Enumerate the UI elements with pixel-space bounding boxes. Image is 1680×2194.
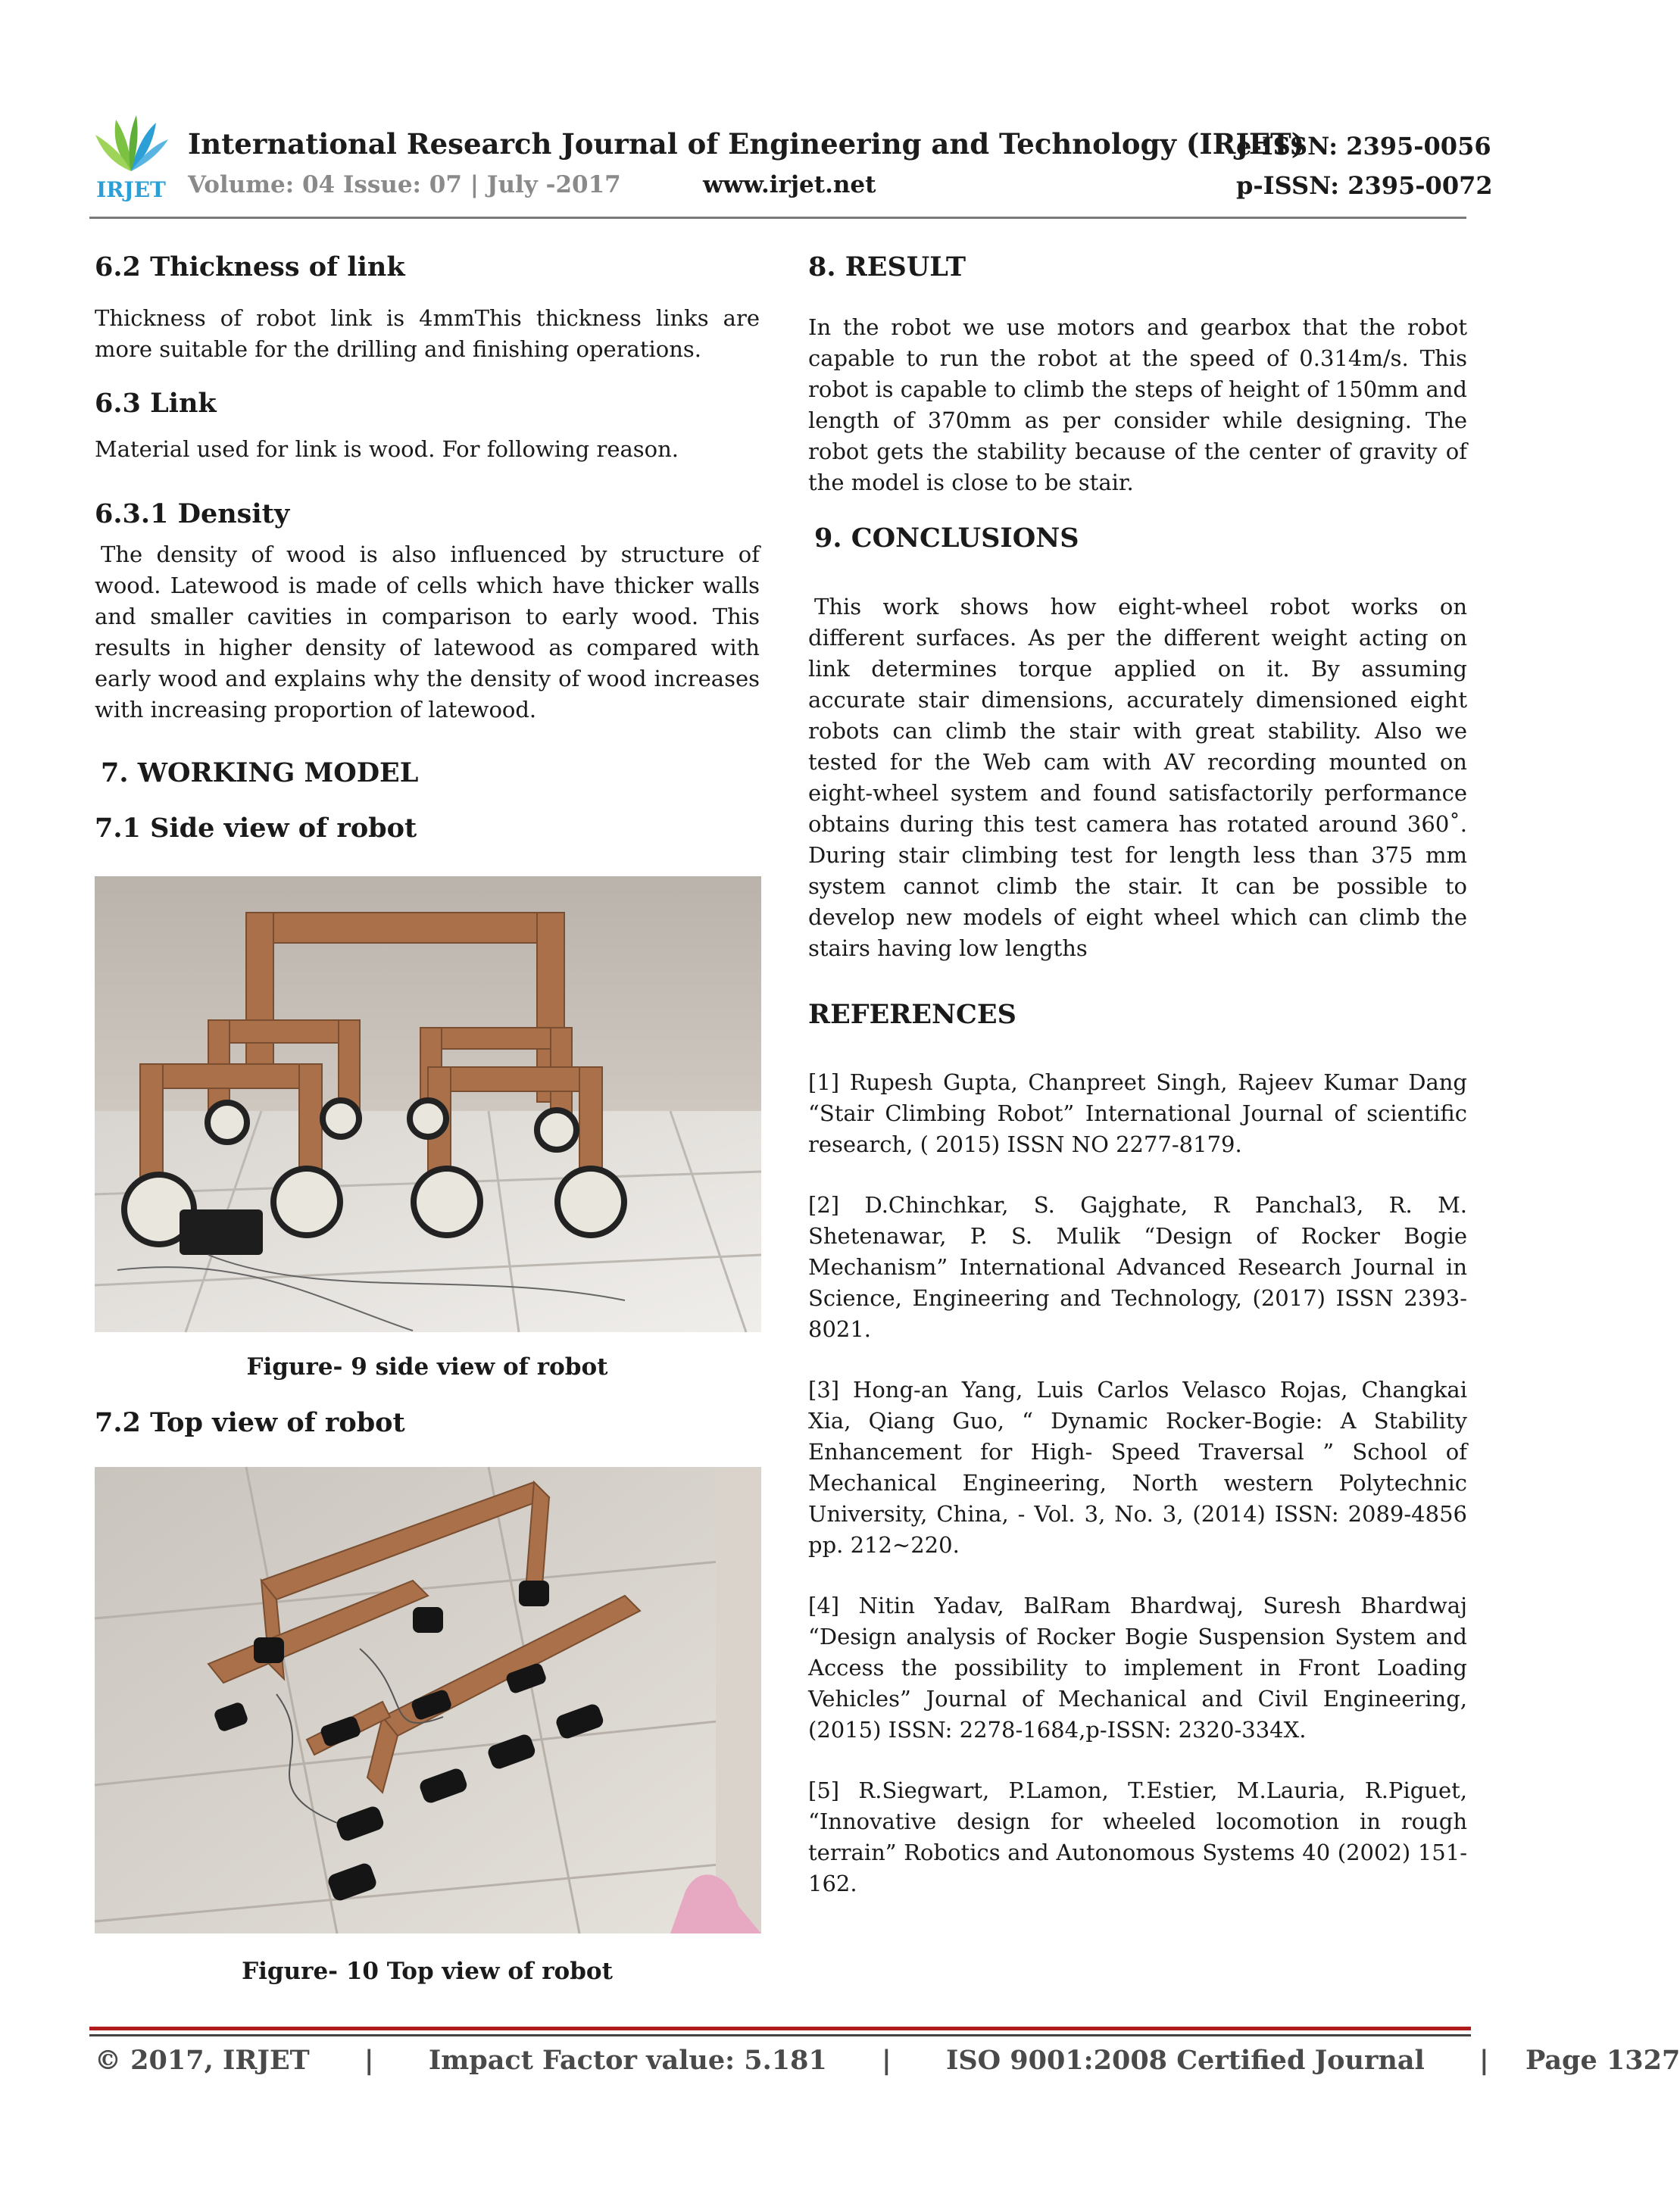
section-7-2-heading: 7.2 Top view of robot [95,1406,405,1438]
section-6-3-1-heading: 6.3.1 Density [95,498,290,529]
section-7-1-heading: 7.1 Side view of robot [95,813,417,844]
section-8-heading: 8. RESULT [808,251,966,282]
footer-divider [89,2034,1471,2036]
section-8-text: In the robot we use motors and gearbox that the robot capable to run the robot at the speed of 0.314m/s. This robot is capable to climb the steps of height of 150mm and length of 370mm as per consider while designing. The robot gets the stability because of the center of gravity of the model is close to be stair. [808,314,1467,495]
references-heading: REFERENCES [808,999,1016,1030]
footer-divider-red [89,2027,1471,2030]
section-6-3-text: Material used for link is wood. For following reason. [95,436,679,462]
reference-item: [4] Nitin Yadav, BalRam Bhardwaj, Suresh Bhardwaj “Design analysis of Rocker Bogie Suspension System and Access the possibility to implement in Front Loading Vehicles” Journal of Mechanical and Civil Engineering, (2015) ISSN: 2278-1684,p-ISSN: 2320-334X. [808,1592,1467,1743]
right-column [808,250,1467,1929]
header-divider [89,217,1466,219]
reference-item: [3] Hong-an Yang, Luis Carlos Velasco Rojas, Changkai Xia, Qiang Guo, “ Dynamic Rocker-Bogie: A Stability Enhancement for High- Speed Traversal ” School of Mechanical Engineering, North western Polytechnic University, China, - Vol. 3, No. 3, (2014) ISSN: 2089-4856 pp. 212~220. [808,1376,1467,1558]
e-issn: e-ISSN: 2395-0056 [1236,132,1491,161]
journal-website-link[interactable]: www.irjet.net [703,171,876,198]
references-list [808,1067,1467,1899]
section-6-3-1-text: The density of wood is also influenced by structure of wood. Latewood is made of cells which have thicker walls and smaller cavities in comparison to early wood. This results in higher density of latewood as compared with early wood and explains why the density of wood increases with increasing proportion of latewood. [95,541,760,722]
figure-9-caption: Figure- 9 side view of robot [246,1353,608,1381]
journal-title: International Research Journal of Engineering and Technology (IRJET) [188,127,1305,161]
reference-item: [5] R.Siegwart, P.Lamon, T.Estier, M.Lauria, R.Piguet, “Innovative design for wheeled locomotion in rough terrain” Robotics and Autonomous Systems 40 (2002) 151-162. [808,1777,1467,1896]
volume-issue: Volume: 04 Issue: 07 | July -2017 [188,171,621,198]
logo-text: IRJET [96,177,166,202]
footer-iso: ISO 9001:2008 Certified Journal [945,2045,1425,2076]
section-9-heading: 9. CONCLUSIONS [814,522,1079,554]
section-7-heading: 7. WORKING MODEL [101,757,419,788]
page-footer [95,2045,1680,2076]
footer-separator: | [1479,2045,1489,2076]
figure-10-top-view-photo [95,1467,761,1933]
footer-page-number: Page 1327 [1525,2045,1680,2076]
figure-10-caption: Figure- 10 Top view of robot [242,1958,613,1985]
footer-separator: | [364,2045,374,2076]
section-6-2-heading: 6.2 Thickness of link [95,251,405,282]
figure-9-side-view-photo [95,876,761,1332]
section-6-2-text: Thickness of robot link is 4mmThis thickness links are more suitable for the drilling and finishing operations. [95,304,760,362]
footer-impact-factor: Impact Factor value: 5.181 [428,2045,827,2076]
reference-item: [2] D.Chinchkar, S. Gajghate, R Panchal3, R. M. Shetenawar, P. S. Mulik “Design of Rocker Bogie Mechanism” International Advanced Research Journal in Science, Engineering and Technology, (2017) ISSN 2393-8021. [808,1191,1467,1342]
reference-item: [1] Rupesh Gupta, Chanpreet Singh, Rajeev Kumar Dang “Stair Climbing Robot” International Journal of scientific research, ( 2015) ISSN NO 2277-8179. [808,1069,1467,1157]
section-6-3-heading: 6.3 Link [95,387,217,419]
left-column [95,250,760,1987]
p-issn: p-ISSN: 2395-0072 [1236,171,1493,200]
footer-separator: | [882,2045,892,2076]
footer-copyright: © 2017, IRJET [95,2045,310,2076]
irjet-logo [89,112,173,203]
section-9-text: This work shows how eight-wheel robot works on different surfaces. As per the different weight acting on link determines torque applied on it. By assuming accurate stair dimensions, accurately dimensioned eight robots can climb the stair with great stability. Also we tested for the Web cam with AV recording mounted on eight-wheel system and found satisfactorily performance obtains during this test camera has rotated around 360˚. During stair climbing test for length less than 375 mm system cannot climb the stair. It can be possible to develop new models of eight wheel which can climb the stairs having low lengths [808,594,1467,961]
